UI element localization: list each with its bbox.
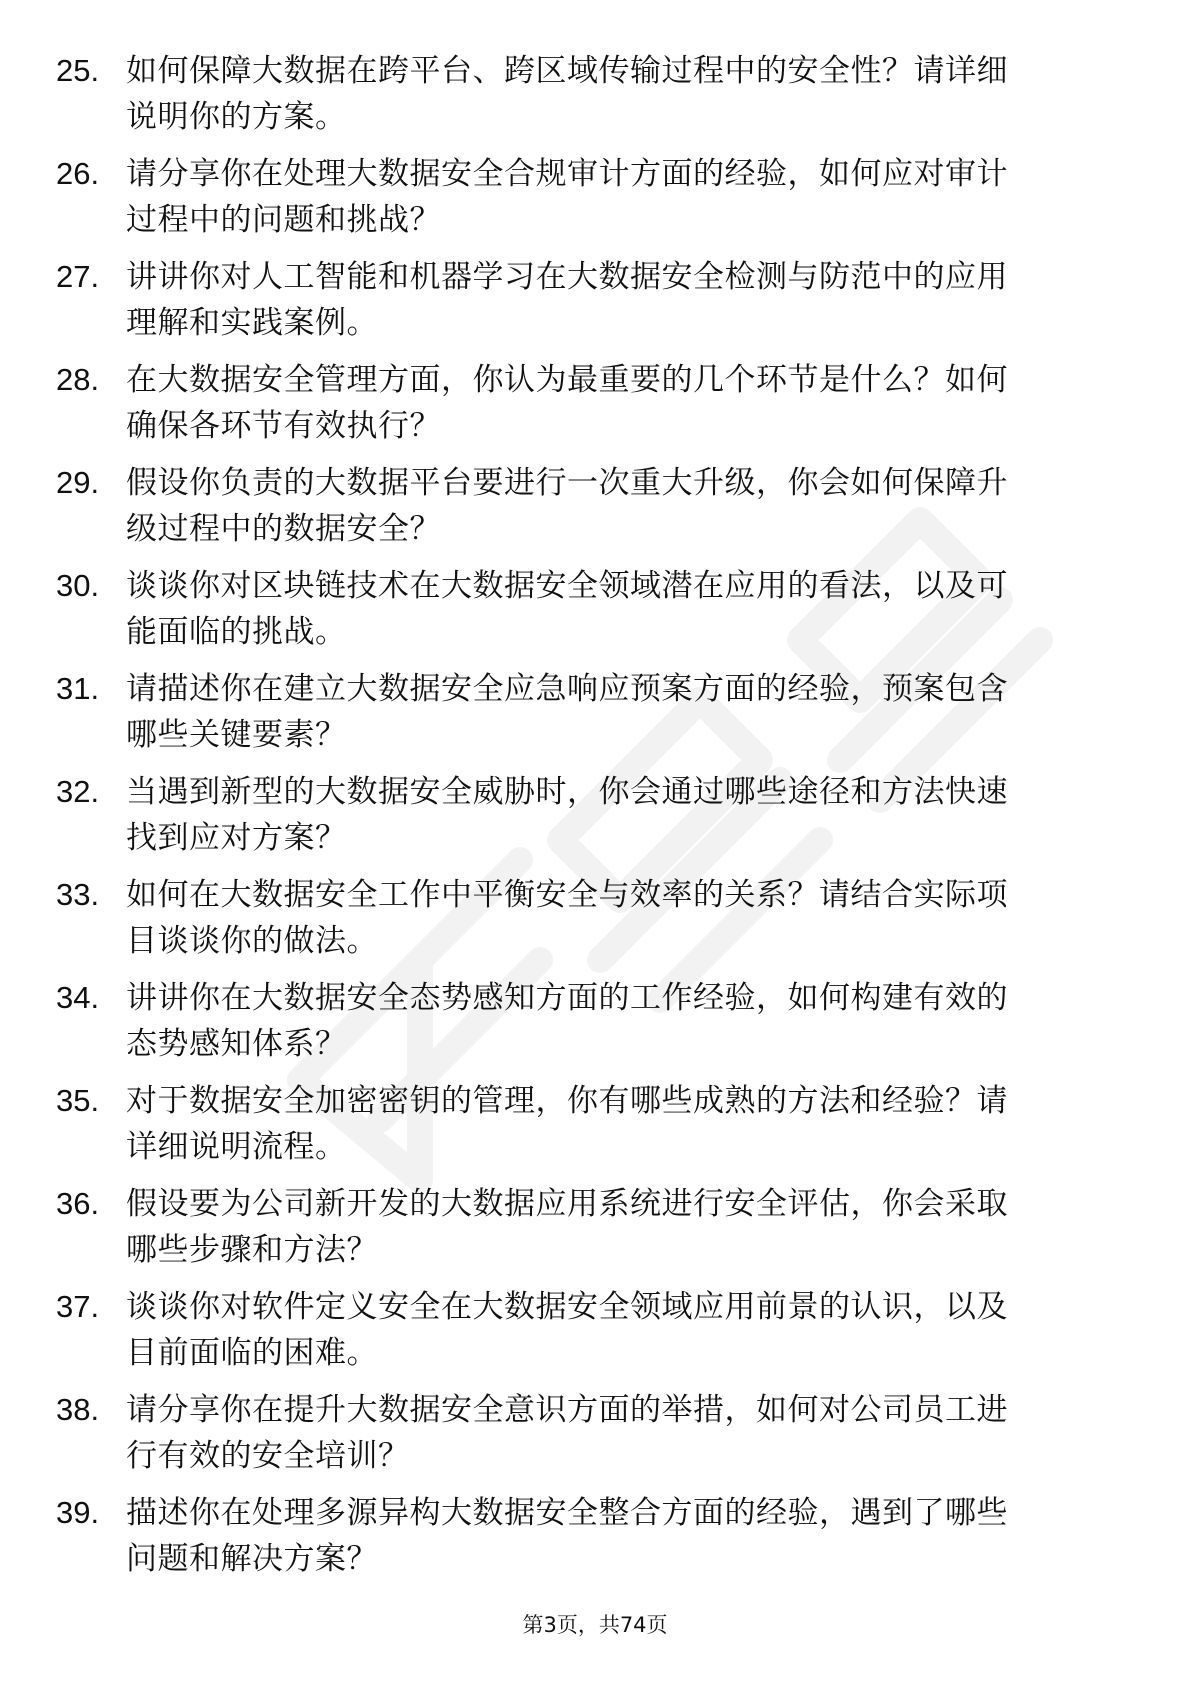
question-line: 目谈谈你的做法。 bbox=[126, 923, 378, 959]
question-text bbox=[126, 1387, 1114, 1479]
question-line: 哪些步骤和方法？ bbox=[126, 1232, 378, 1268]
question-line: 讲讲你对人工智能和机器学习在大数据安全检测与防范中的应用 bbox=[126, 259, 1008, 295]
question-line: 确保各环节有效执行？ bbox=[126, 408, 441, 444]
question-number: 37. bbox=[56, 1289, 100, 1324]
question-text bbox=[126, 563, 1114, 655]
question-item bbox=[0, 254, 1190, 357]
question-line: 行有效的安全培训？ bbox=[126, 1438, 410, 1474]
question-item bbox=[0, 872, 1190, 975]
question-number: 30. bbox=[56, 568, 100, 603]
question-line: 详细说明流程。 bbox=[126, 1129, 347, 1165]
question-text bbox=[126, 48, 1114, 140]
question-line: 假设要为公司新开发的大数据应用系统进行安全评估，你会采取 bbox=[126, 1186, 1008, 1222]
question-line: 对于数据安全加密密钥的管理，你有哪些成熟的方法和经验？请 bbox=[126, 1083, 1008, 1119]
question-number: 36. bbox=[56, 1186, 100, 1221]
question-line: 谈谈你对软件定义安全在大数据安全领域应用前景的认识，以及 bbox=[126, 1289, 1008, 1325]
question-item bbox=[0, 357, 1190, 460]
question-line: 谈谈你对区块链技术在大数据安全领域潜在应用的看法，以及可 bbox=[126, 568, 1008, 604]
question-item bbox=[0, 1181, 1190, 1284]
question-line: 说明你的方案。 bbox=[126, 99, 347, 135]
question-line: 如何保障大数据在跨平台、跨区域传输过程中的安全性？请详细 bbox=[126, 53, 1008, 89]
question-line: 讲讲你在大数据安全态势感知方面的工作经验，如何构建有效的 bbox=[126, 980, 1008, 1016]
question-text bbox=[126, 1284, 1114, 1376]
question-item bbox=[0, 1490, 1190, 1593]
question-text bbox=[126, 769, 1114, 861]
question-number: 27. bbox=[56, 259, 100, 294]
question-item bbox=[0, 975, 1190, 1078]
question-item bbox=[0, 460, 1190, 563]
question-line: 目前面临的困难。 bbox=[126, 1335, 378, 1371]
question-item bbox=[0, 563, 1190, 666]
question-item bbox=[0, 1284, 1190, 1387]
question-text bbox=[126, 975, 1114, 1067]
question-line: 在大数据安全管理方面，你认为最重要的几个环节是什么？如何 bbox=[126, 362, 1008, 398]
question-number: 33. bbox=[56, 877, 100, 912]
question-line: 级过程中的数据安全？ bbox=[126, 511, 441, 547]
question-line: 请分享你在提升大数据安全意识方面的举措，如何对公司员工进 bbox=[126, 1392, 1008, 1428]
question-item bbox=[0, 151, 1190, 254]
question-list bbox=[0, 48, 1190, 1593]
question-line: 找到应对方案？ bbox=[126, 820, 347, 856]
question-text bbox=[126, 151, 1114, 243]
question-line: 理解和实践案例。 bbox=[126, 305, 378, 341]
question-text bbox=[126, 1490, 1114, 1582]
question-number: 29. bbox=[56, 465, 100, 500]
question-number: 35. bbox=[56, 1083, 100, 1118]
question-text bbox=[126, 872, 1114, 964]
page-number: 第3页，共74页 bbox=[522, 1613, 668, 1637]
question-line: 当遇到新型的大数据安全威胁时，你会通过哪些途径和方法快速 bbox=[126, 774, 1008, 810]
question-number: 28. bbox=[56, 362, 100, 397]
question-item bbox=[0, 1078, 1190, 1181]
question-text bbox=[126, 1181, 1114, 1273]
question-line: 态势感知体系？ bbox=[126, 1026, 347, 1062]
question-number: 32. bbox=[56, 774, 100, 809]
question-line: 问题和解决方案？ bbox=[126, 1541, 378, 1577]
question-item bbox=[0, 769, 1190, 872]
question-line: 请分享你在处理大数据安全合规审计方面的经验，如何应对审计 bbox=[126, 156, 1008, 192]
question-line: 假设你负责的大数据平台要进行一次重大升级，你会如何保障升 bbox=[126, 465, 1008, 501]
question-text bbox=[126, 460, 1114, 552]
question-text bbox=[126, 1078, 1114, 1170]
question-number: 38. bbox=[56, 1392, 100, 1427]
question-number: 25. bbox=[56, 53, 100, 88]
question-text bbox=[126, 357, 1114, 449]
question-line: 哪些关键要素？ bbox=[126, 717, 347, 753]
question-line: 过程中的问题和挑战？ bbox=[126, 202, 441, 238]
question-number: 31. bbox=[56, 671, 100, 706]
question-item bbox=[0, 666, 1190, 769]
question-number: 26. bbox=[56, 156, 100, 191]
question-line: 能面临的挑战。 bbox=[126, 614, 347, 650]
question-line: 如何在大数据安全工作中平衡安全与效率的关系？请结合实际项 bbox=[126, 877, 1008, 913]
question-number: 34. bbox=[56, 980, 100, 1015]
question-text bbox=[126, 254, 1114, 346]
question-text bbox=[126, 666, 1114, 758]
question-number: 39. bbox=[56, 1495, 100, 1530]
question-item bbox=[0, 1387, 1190, 1490]
question-line: 描述你在处理多源异构大数据安全整合方面的经验，遇到了哪些 bbox=[126, 1495, 1008, 1531]
question-item bbox=[0, 48, 1190, 151]
question-line: 请描述你在建立大数据安全应急响应预案方面的经验，预案包含 bbox=[126, 671, 1008, 707]
